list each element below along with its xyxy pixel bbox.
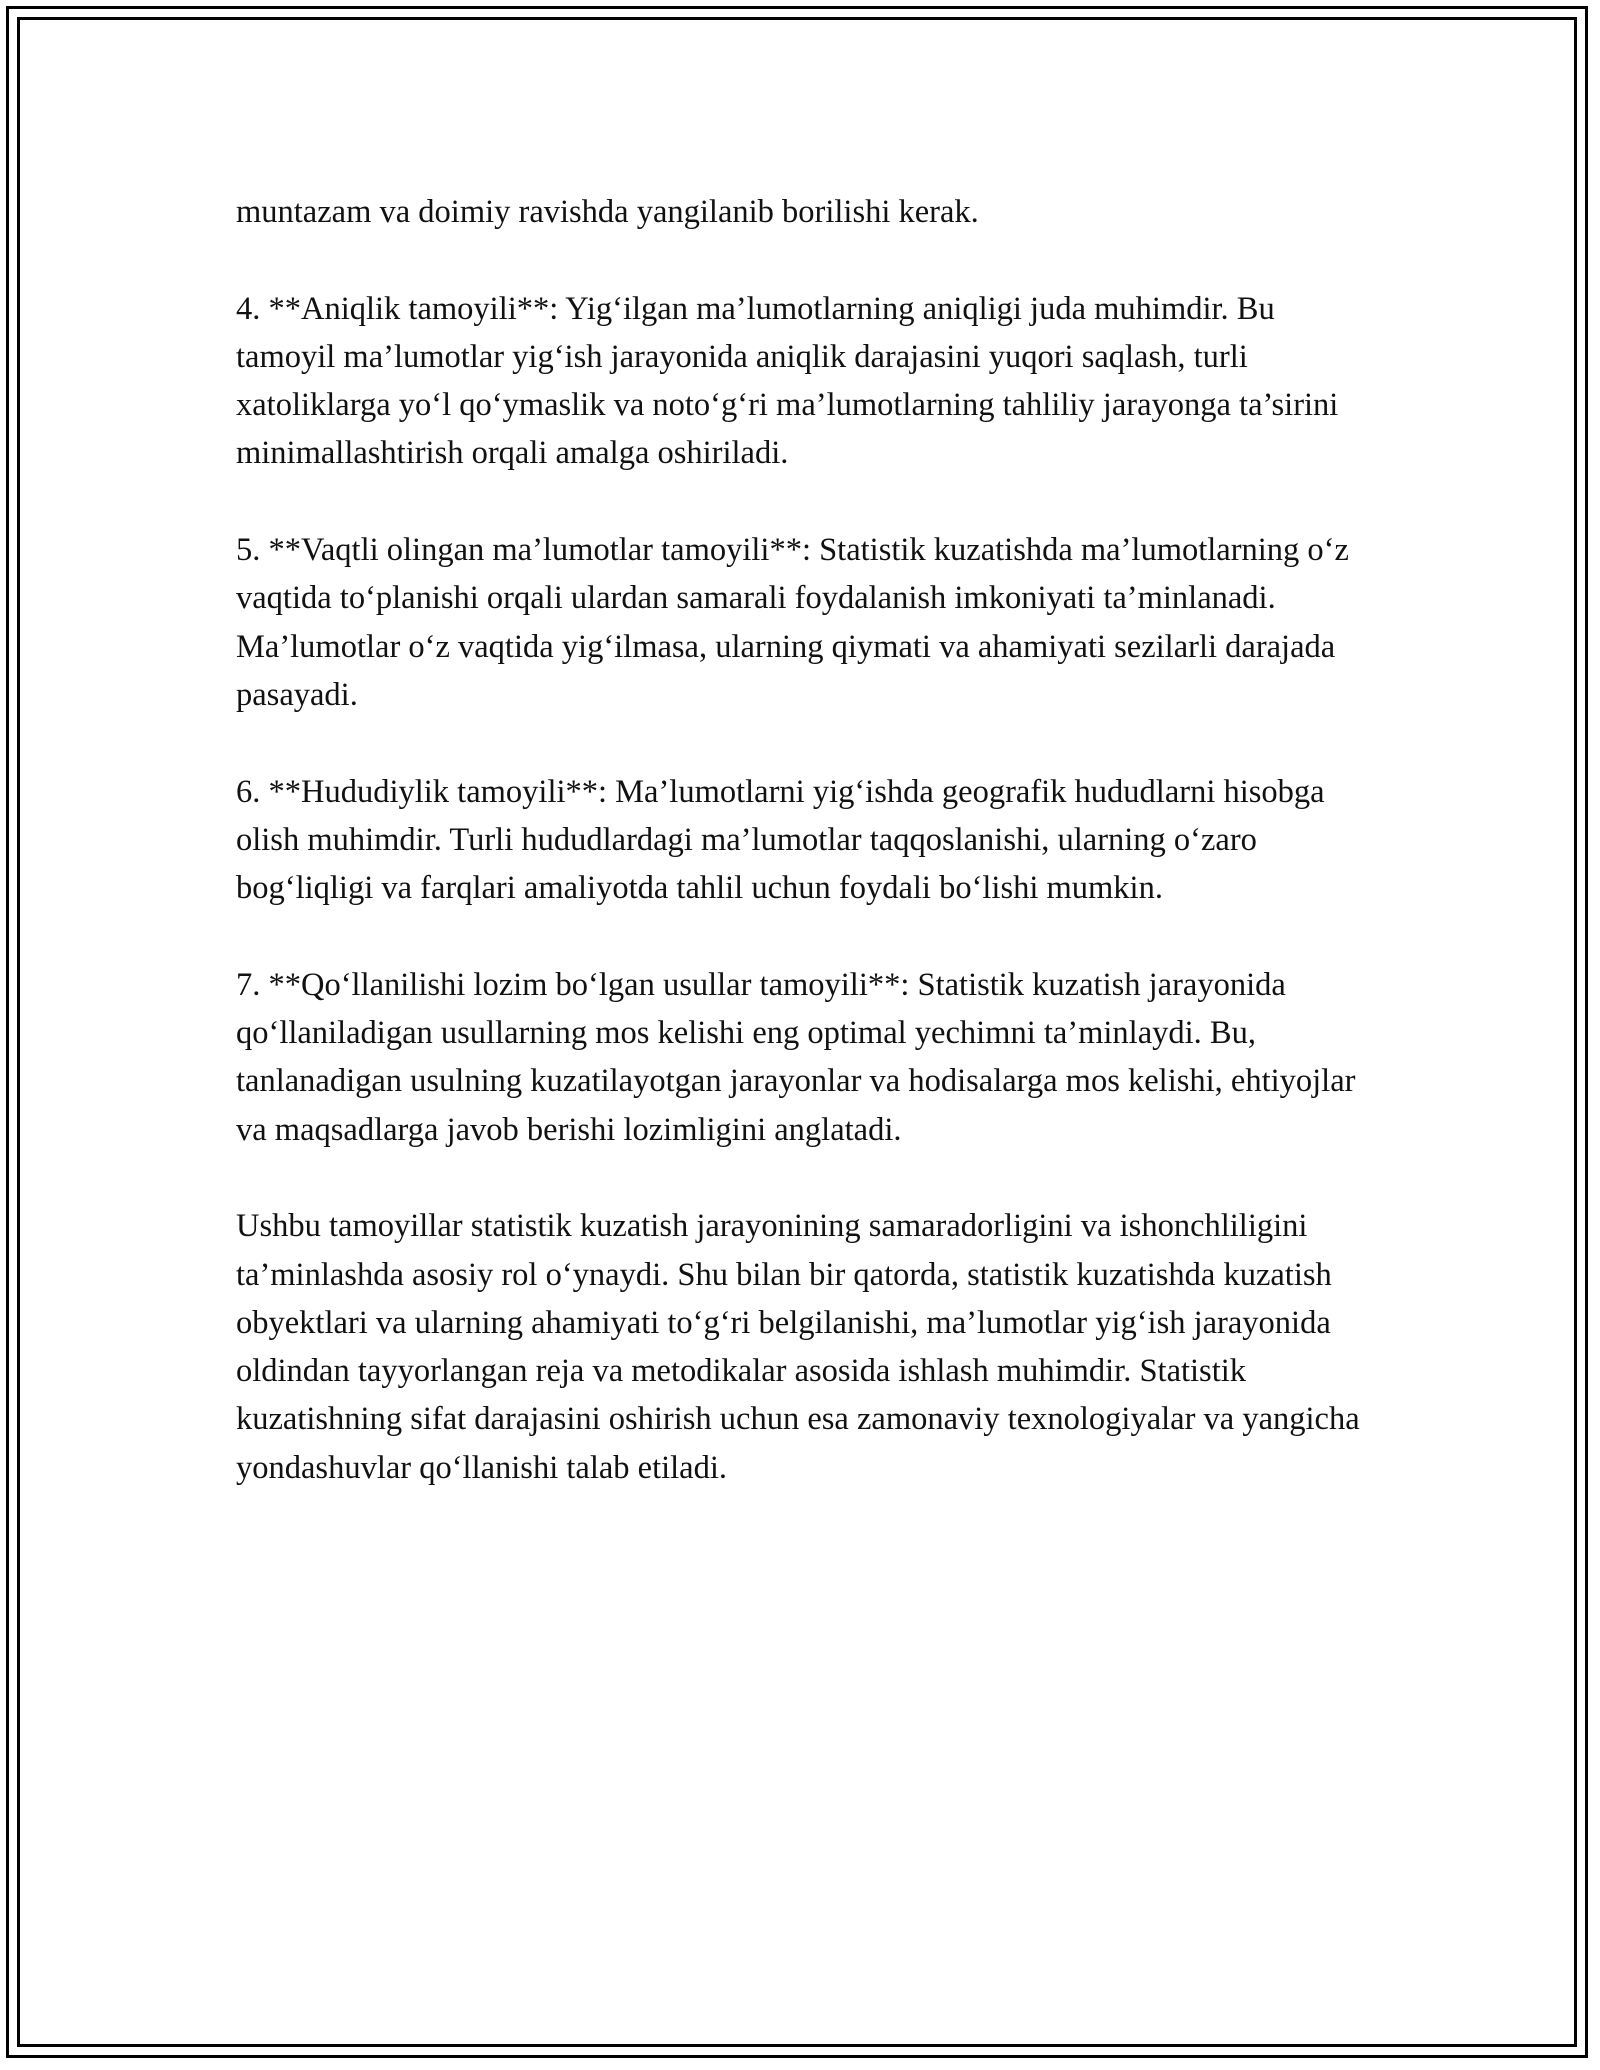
paragraph-usullar-tamoyili: 7. **Qo‘llanilishi lozim bo‘lgan usullar tamoyili**: Statistik kuzatish jarayonida qo‘llaniladigan usullarning mos kelishi eng optimal yechimni ta’minlaydi. Bu, tanlanadigan usulning kuzatilayotgan jarayonlar va hodisalarga mos kelishi, ehtiyojlar va maqsadlarga javob berishi lozimligini anglatadi. — [236, 966, 1356, 1148]
paragraph-hududiylik-tamoyili: 6. **Hududiylik tamoyili**: Ma’lumotlarni yig‘ishda geografik hududlarni hisobga olish muhimdir. Turli hududlardagi ma’lumotlar taqqoslanishi, ularning o‘zaro bog‘liqligi va farqlari amaliyotda tahlil uchun foydali bo‘lishi mumkin. — [236, 773, 1325, 907]
paragraph-conclusion: Ushbu tamoyillar statistik kuzatish jarayonining samaradorligini va ishonchliligini ta’minlashda asosiy rol o‘ynaydi. Shu bilan bir qatorda, statistik kuzatishda kuzatish obyektlari va ularning ahamiyati to‘g‘ri belgilanishi, ma’lumotlar yig‘ish jarayonida oldindan tayyorlangan reja va metodikalar asosida ishlash muhimdir. Statistik kuzatishning sifat darajasini oshirish uchun esa zamonaviy texnologiyalar va yangicha yondashuvlar qo‘llanishi talab etiladi. — [236, 1208, 1360, 1486]
paragraph-continuation: muntazam va doimiy ravishda yangilanib borilishi kerak. — [236, 194, 979, 230]
document-body — [236, 188, 1366, 1540]
paragraph-vaqtli-tamoyili: 5. **Vaqtli olingan ma’lumotlar tamoyili**: Statistik kuzatishda ma’lumotlarning o‘z vaqtida to‘planishi orqali ulardan samarali foydalanish imkoniyati ta’minlanadi. Ma’lumotlar o‘z vaqtida yig‘ilmasa, ularning qiymati va ahamiyati sezilarli darajada pasayadi. — [236, 532, 1349, 713]
paragraph-aniqlik-tamoyili: 4. **Aniqlik tamoyili**: Yig‘ilgan ma’lumotlarning aniqligi juda muhimdir. Bu tamoyil ma’lumotlar yig‘ish jarayonida aniqlik darajasini yuqori saqlash, turli xatoliklarga yo‘l qo‘ymaslik va noto‘g‘ri ma’lumotlarning tahliliy jarayonga ta’sirini minimallashtirish orqali amalga oshiriladi. — [236, 290, 1339, 472]
